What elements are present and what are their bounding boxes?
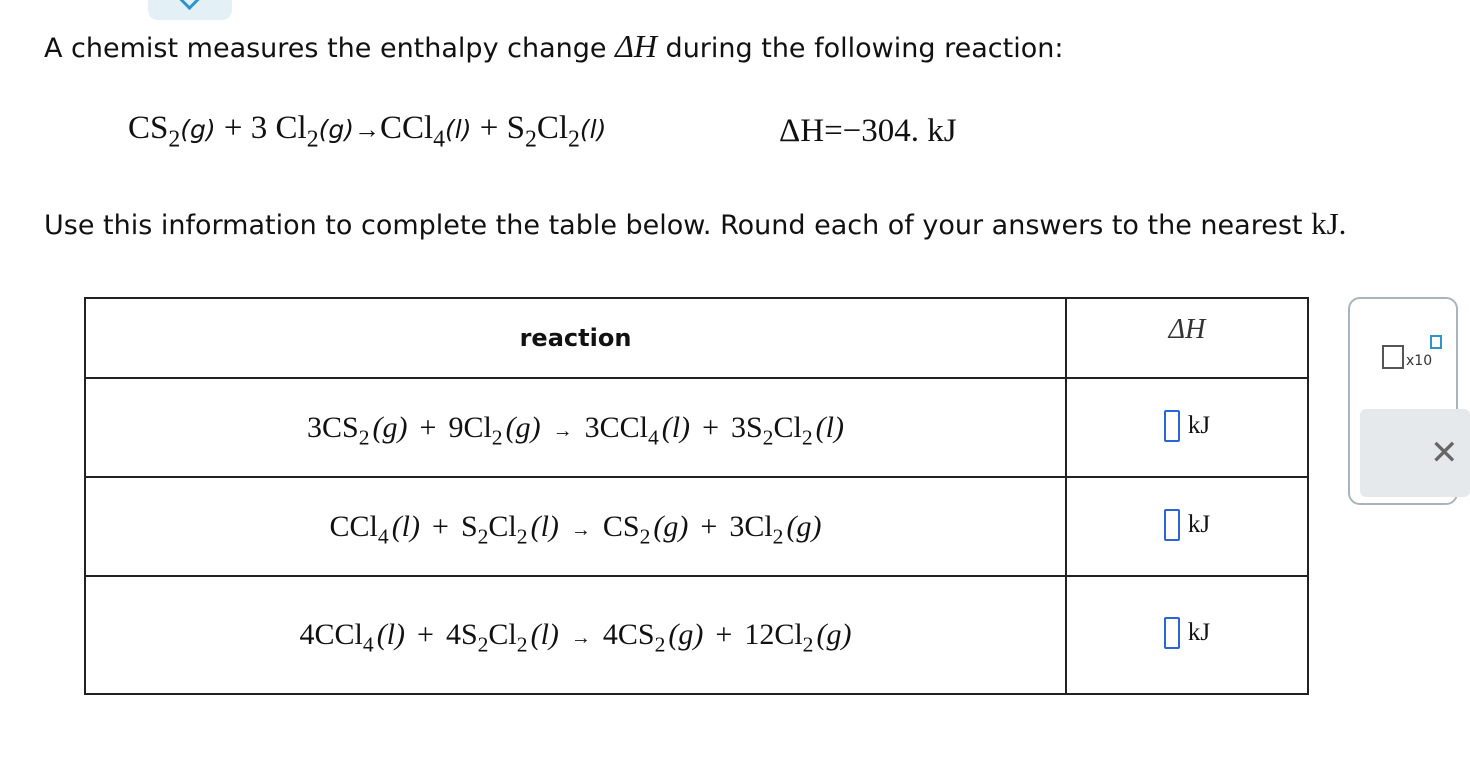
unit-label: kJ <box>1187 510 1211 538</box>
subscript: 2 <box>802 632 814 657</box>
delta-h-input[interactable] <box>1164 410 1180 442</box>
header-reaction-cell <box>85 298 1066 378</box>
coefficient: 4 <box>445 618 461 651</box>
arrow-icon: → <box>570 627 591 649</box>
header-dh-cell <box>1066 298 1308 378</box>
main-r1: CS <box>128 110 169 146</box>
plus-sign: + <box>700 509 718 543</box>
chevron-down-icon <box>179 0 200 10</box>
main-p2-mid: Cl <box>536 110 569 146</box>
main-plus-1: + <box>215 110 251 146</box>
coefficient: 3 <box>584 410 600 444</box>
base-box-icon <box>1382 345 1404 369</box>
table-header-row <box>85 298 1308 378</box>
plus-sign: + <box>432 509 449 543</box>
main-p2-sub1: 2 <box>524 126 537 153</box>
formula-part: Cl <box>773 410 802 444</box>
main-dh-value: =−304. kJ <box>824 113 957 149</box>
formula-part: S <box>745 410 763 444</box>
main-p2-sub2: 2 <box>568 126 580 153</box>
plus-sign: + <box>417 618 434 651</box>
main-p1-state: (l) <box>445 115 472 144</box>
table-row <box>85 477 1308 576</box>
header-reaction: reaction <box>519 324 632 352</box>
formula-part: Cl <box>463 410 492 444</box>
subscript: 4 <box>647 425 659 450</box>
main-plus-2: + <box>471 110 507 146</box>
table-row <box>85 576 1308 694</box>
clear-button[interactable] <box>1360 409 1470 497</box>
main-dh-label: ΔH <box>779 113 825 149</box>
state-label: (l) <box>661 410 691 444</box>
formula-part: CCl <box>329 509 378 543</box>
table-row <box>85 378 1308 477</box>
answer-cell <box>1066 576 1308 694</box>
formula-part: CS <box>322 410 359 444</box>
state-label: (l) <box>815 410 844 444</box>
instruction-body: Use this information to complete the table below. Round each of your answers to the nearest <box>44 210 1312 241</box>
collapse-tab[interactable] <box>148 0 232 20</box>
arrow-icon: → <box>570 518 591 541</box>
subscript: 4 <box>377 524 389 549</box>
reaction-equation <box>299 618 852 657</box>
coefficient: 4 <box>602 618 618 651</box>
subscript: 2 <box>654 632 666 657</box>
formula-part: CS <box>602 509 640 543</box>
formula-part: S <box>460 509 478 543</box>
state-label: (l) <box>391 509 421 543</box>
formula-part: CCl <box>314 618 363 651</box>
delta-h-symbol: ΔH <box>615 28 657 64</box>
reaction-cell <box>85 576 1066 694</box>
reaction-table <box>84 297 1309 695</box>
intro-text <box>44 28 1063 65</box>
plus-sign: + <box>702 410 719 444</box>
plus-sign: + <box>715 618 733 651</box>
formula-part: CCl <box>599 410 648 444</box>
state-label: (g) <box>505 410 541 444</box>
subscript: 2 <box>801 425 813 450</box>
delta-h-input[interactable] <box>1164 509 1180 541</box>
coefficient: 12 <box>744 618 775 651</box>
state-label: (g) <box>653 509 689 543</box>
formula-part: Cl <box>488 618 517 651</box>
main-p1: CCl <box>379 110 434 146</box>
main-delta-h <box>779 113 957 150</box>
answer-cell <box>1066 477 1308 576</box>
coefficient: 4 <box>299 618 315 651</box>
state-label: (l) <box>530 509 559 543</box>
x10-label: x10 <box>1406 353 1433 369</box>
intro-text-after: during the following reaction: <box>656 33 1064 64</box>
subscript: 2 <box>477 632 489 657</box>
main-r2: 3 Cl <box>250 110 307 146</box>
subscript: 2 <box>516 632 528 657</box>
x-icon: ✕ <box>1430 433 1459 473</box>
plus-sign: + <box>419 410 437 444</box>
formula-part: Cl <box>744 509 773 543</box>
delta-h-input[interactable] <box>1164 617 1180 649</box>
coefficient: 3 <box>730 410 746 444</box>
subscript: 2 <box>477 524 489 549</box>
subscript: 4 <box>362 632 374 657</box>
answer-cell <box>1066 378 1308 477</box>
subscript: 2 <box>358 425 370 450</box>
state-label: (l) <box>376 618 406 651</box>
coefficient: 3 <box>307 410 323 444</box>
formula-part: S <box>460 618 478 651</box>
state-label: (g) <box>372 410 408 444</box>
scientific-notation-button[interactable] <box>1382 341 1452 377</box>
exponent-box-icon <box>1430 335 1442 349</box>
subscript: 2 <box>772 524 784 549</box>
arrow-icon: → <box>552 419 573 442</box>
coefficient: 3 <box>729 509 745 543</box>
instruction-unit: kJ. <box>1311 206 1347 241</box>
formula-part: CS <box>617 618 655 651</box>
reaction-cell <box>85 378 1066 477</box>
intro-text-before: A chemist measures the enthalpy change <box>44 33 616 64</box>
main-p1-sub: 4 <box>433 126 446 153</box>
main-r2-sub: 2 <box>306 126 319 153</box>
main-p2: S <box>506 110 525 146</box>
reaction-equation <box>329 509 822 549</box>
header-dh: ΔH <box>1168 314 1206 345</box>
main-p2-state: (l) <box>579 115 607 144</box>
subscript: 2 <box>762 425 774 450</box>
state-label: (g) <box>786 509 822 543</box>
state-label: (l) <box>530 618 559 651</box>
state-label: (g) <box>668 618 704 651</box>
main-reaction-equation <box>128 110 607 153</box>
subscript: 2 <box>639 524 651 549</box>
formula-part: Cl <box>488 509 517 543</box>
subscript: 2 <box>516 524 528 549</box>
unit-label: kJ <box>1187 619 1211 646</box>
main-r2-state: (g) <box>318 115 354 144</box>
main-arrow-icon: → <box>353 115 380 144</box>
main-r1-state: (g) <box>180 115 216 144</box>
coefficient: 9 <box>448 410 464 444</box>
math-tools-panel <box>1348 297 1458 505</box>
state-label: (g) <box>816 618 852 651</box>
formula-part: Cl <box>774 618 803 651</box>
subscript: 2 <box>491 425 503 450</box>
reaction-cell <box>85 477 1066 576</box>
main-r1-sub: 2 <box>168 126 181 153</box>
unit-label: kJ <box>1187 411 1211 439</box>
instruction-text <box>44 206 1346 242</box>
reaction-equation <box>307 410 844 450</box>
